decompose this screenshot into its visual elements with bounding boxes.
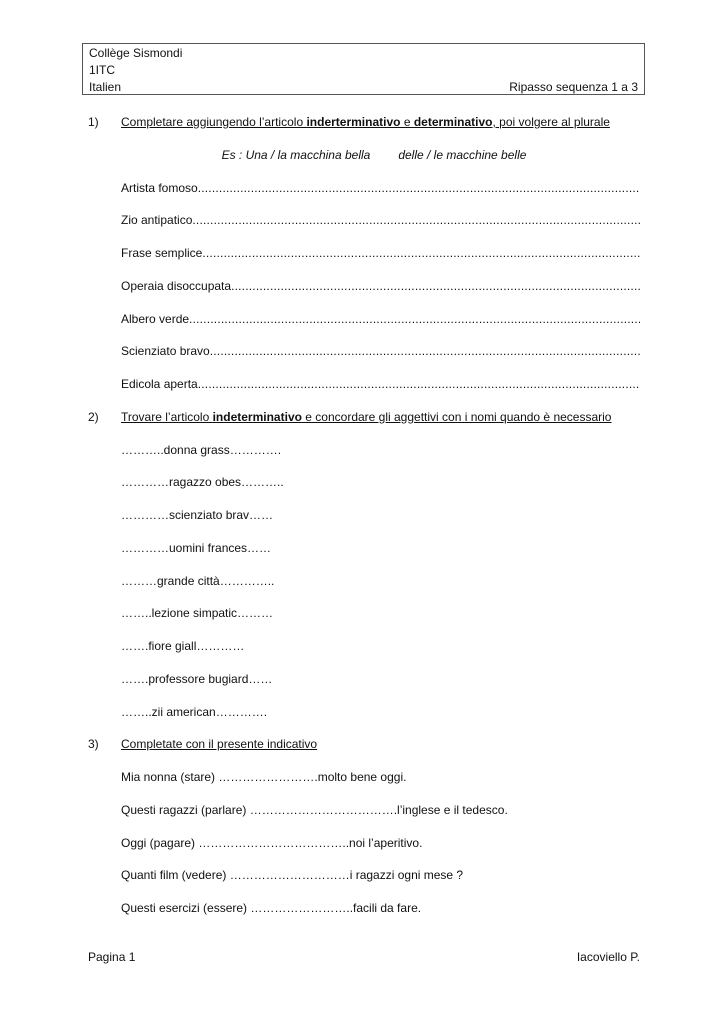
section-title: Completare aggiungendo l’articolo inderterminativo e determinativo, poi volgere al plurale — [121, 115, 610, 129]
answer-blank[interactable] — [202, 245, 640, 278]
item-text: ………grande città………….. — [121, 573, 275, 588]
item-with-blank — [121, 278, 640, 311]
exercise-item — [88, 442, 640, 475]
example — [88, 147, 640, 180]
section-number: 2) — [88, 409, 99, 424]
item-text: Zio antipatico — [121, 213, 193, 228]
exercise-item — [88, 180, 640, 213]
item-text: …………ragazzo obes……….. — [121, 475, 284, 490]
answer-blank[interactable] — [231, 278, 640, 311]
section-title: Trovare l’articolo indeterminativo e concordare gli aggettivi con i nomi quando è necessario — [121, 409, 612, 424]
example-singular: Es : Una / la macchina bella — [221, 147, 371, 162]
exercise-item — [88, 474, 640, 507]
author: Iacoviello P. — [576, 950, 640, 964]
item-with-blank — [121, 212, 640, 245]
item-with-blank — [121, 376, 640, 409]
section1-heading — [88, 114, 640, 147]
page-number: Pagina 1 — [88, 950, 136, 964]
item-text: Scienziato bravo — [121, 344, 210, 359]
item-text: Operaia disoccupata — [121, 278, 232, 293]
item-text: Frase semplice — [121, 246, 203, 260]
item-text: …….professore bugiard…… — [121, 671, 273, 686]
subject: Italien — [89, 80, 122, 94]
item-text: Mia nonna (stare) …………………….molto bene oggi. — [121, 770, 407, 784]
item-text: ………..donna grass…………. — [121, 442, 282, 457]
item-text: Questi esercizi (essere) ……………………..facili da fare. — [121, 901, 422, 915]
page-footer — [88, 949, 640, 965]
exercise-item — [88, 376, 640, 409]
exercise-item — [88, 605, 640, 638]
item-text: …….fiore giall………… — [121, 639, 245, 653]
example-plural: delle / le macchine belle — [398, 147, 527, 162]
exercise-item — [88, 769, 640, 802]
item-with-blank — [121, 311, 640, 344]
exercise-item — [88, 802, 640, 835]
item-text: …………uomini frances…… — [121, 540, 272, 555]
school-name: Collège Sismondi — [89, 46, 183, 60]
answer-blank[interactable] — [198, 180, 640, 213]
item-with-blank — [121, 245, 640, 278]
item-with-blank — [121, 343, 640, 376]
exercise-item — [88, 507, 640, 540]
item-text: Questi ragazzi (parlare) ……………………………….l’inglese e il tedesco. — [121, 802, 508, 817]
item-text: Albero verde — [121, 311, 190, 326]
exercise-item — [88, 245, 640, 278]
section3-heading — [88, 736, 640, 769]
document-header — [82, 43, 645, 95]
section2-heading — [88, 409, 640, 442]
exercise-item — [88, 343, 640, 376]
item-text: Quanti film (vedere) …………………………i ragazzi ogni mese ? — [121, 868, 464, 883]
class-name: 1ITC — [89, 63, 116, 77]
topic: Ripasso sequenza 1 a 3 — [509, 80, 638, 94]
item-text: ……..zii american…………. — [121, 704, 268, 719]
item-text: Oggi (pagare) ………………………………..noi l’aperitivo. — [121, 835, 423, 850]
section-title: Completate con il presente indicativo — [121, 737, 318, 752]
exercise-item — [88, 278, 640, 311]
answer-blank[interactable] — [189, 311, 640, 344]
exercise-item — [88, 311, 640, 344]
item-text: ……..lezione simpatic……… — [121, 606, 274, 621]
answer-blank[interactable] — [192, 212, 640, 245]
exercise-item — [88, 573, 640, 606]
exercise-item — [88, 540, 640, 573]
answer-blank[interactable] — [210, 343, 640, 376]
exercise-item — [88, 212, 640, 245]
exercise-item — [88, 704, 640, 737]
worksheet-body — [88, 114, 640, 933]
exercise-item — [88, 867, 640, 900]
exercise-item — [88, 835, 640, 868]
item-text: …………scienziato brav…… — [121, 508, 274, 522]
exercise-item — [88, 671, 640, 704]
answer-blank[interactable] — [198, 376, 640, 409]
item-text: Artista fomoso — [121, 180, 198, 195]
section-number: 3) — [88, 737, 99, 752]
item-text: Edicola aperta — [121, 377, 198, 391]
item-with-blank — [121, 180, 640, 213]
section-number: 1) — [88, 115, 99, 129]
exercise-item — [88, 900, 640, 933]
exercise-item — [88, 638, 640, 671]
